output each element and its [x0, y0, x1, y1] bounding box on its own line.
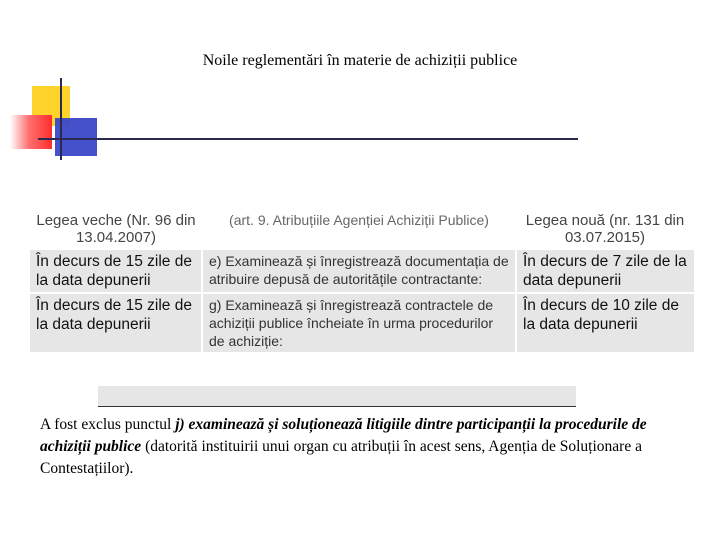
note-suffix: (datorită instituirii unui organ cu atribuții în acest sens, Agenția de Soluționare a Contestațiilor). — [40, 438, 642, 477]
note-emphasis: j) examinează și soluționează litigiile dintre participanții la procedurile de achiziții publice — [40, 416, 647, 455]
header-article: (art. 9. Atribuțiile Agenției Achiziții Publice) — [229, 212, 489, 228]
law-comparison-table — [30, 210, 694, 352]
table-row — [30, 249, 694, 293]
cell-attribution: e) Examinează și înregistrează documentația de atribuire depusă de autoritățile contractante: — [202, 249, 516, 293]
header-new-law: Legea nouă (nr. 131 din 03.07.2015) — [525, 212, 685, 246]
table-header-row — [30, 210, 694, 249]
cell-old-term: În decurs de 15 zile de la data depunerii — [30, 293, 202, 352]
cell-new-term: În decurs de 10 zile de la data depunerii — [516, 293, 694, 352]
table-row — [30, 293, 694, 352]
red-square-decoration — [10, 115, 52, 149]
excluded-point-note — [40, 414, 680, 480]
note-separator-bar — [98, 386, 576, 407]
cell-new-term: În decurs de 7 zile de la data depunerii — [516, 249, 694, 293]
header-old-law: Legea veche (Nr. 96 din 13.04.2007) — [36, 212, 196, 246]
vertical-rule-decoration — [60, 78, 62, 160]
horizontal-rule-decoration — [38, 138, 578, 140]
note-prefix: A fost exclus punctul — [40, 416, 176, 433]
cell-old-term: În decurs de 15 zile de la data depunerii — [30, 249, 202, 293]
cell-attribution: g) Examinează și înregistrează contractele de achiziții publice încheiate în urma procedurilor de achiziție: — [202, 293, 516, 352]
page-title: Noile reglementări în materie de achiziții publice — [202, 52, 518, 69]
